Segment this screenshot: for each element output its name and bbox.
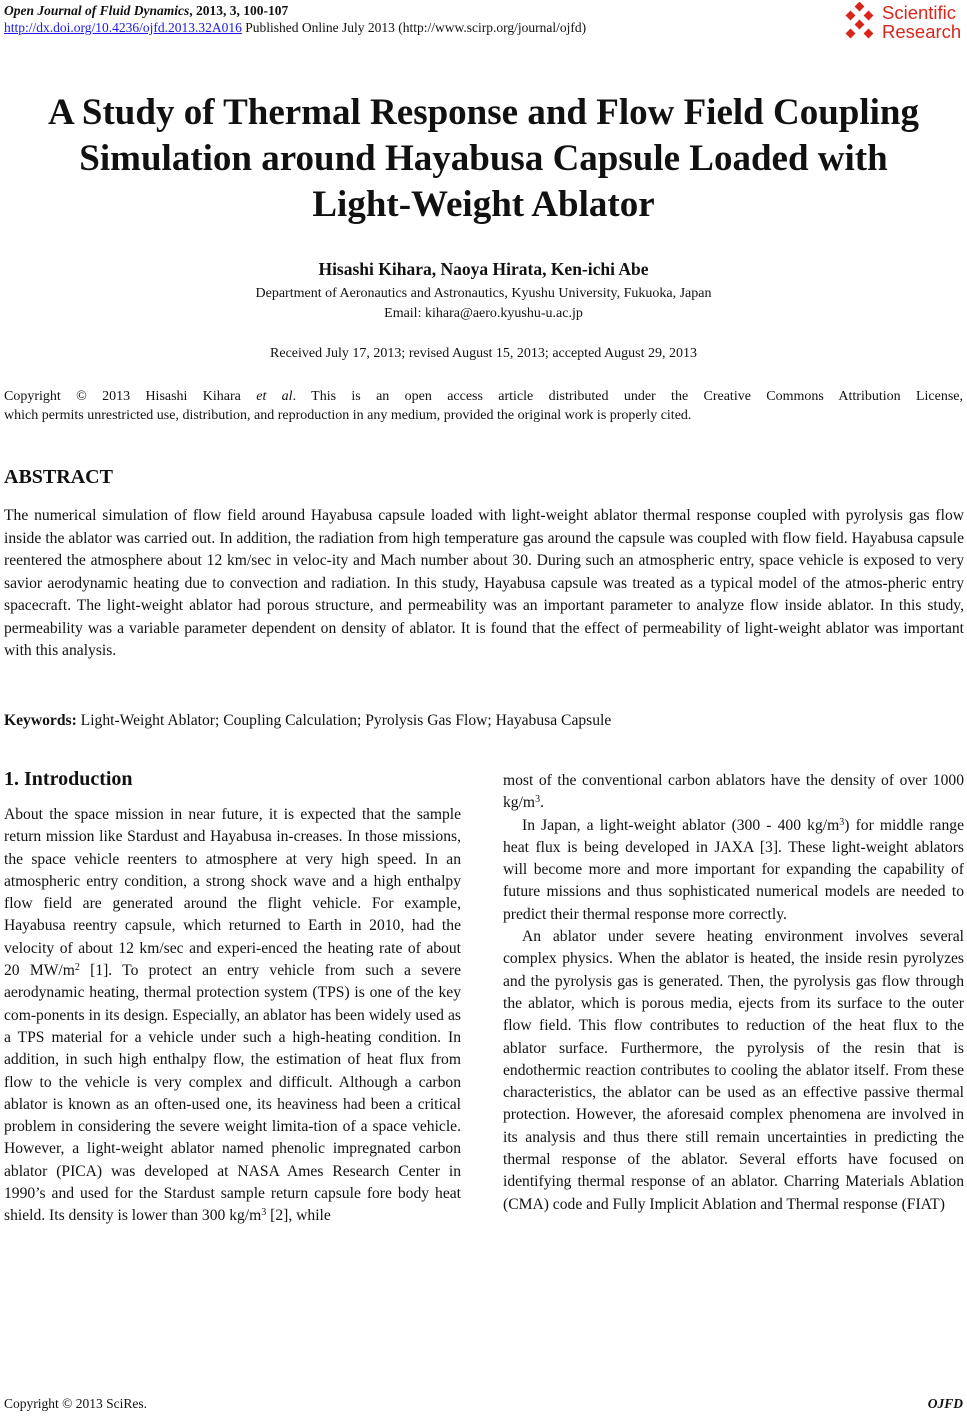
doi-line (4, 19, 586, 36)
published-note: Published Online July 2013 (http://www.scirp.org/journal/ojfd) (241, 20, 587, 35)
body-column-left (4, 804, 461, 1228)
abstract-text: The numerical simulation of flow field around Hayabusa capsule loaded with light-weight ablator thermal response coupled with pyrolysis gas flow inside the ablator was carried out. In addition, the radiation from high temperature gas around the capsule was coupled with flow field. Hayabusa capsule reentered the atmosphere about 12 km/sec in veloc-ity and Mach number about 30. During such an atmospheric entry, space vehicle is exposed to very savior aerodynamic heating due to convection and radiation. In this study, Hayabusa capsule was treated as a typical model of the atmos-pheric entry spacecraft. The light-weight ablator had porous structure, and permeability was an important parameter to analyze flow inside ablator. In this study, permeability was a variable parameter dependent on density of ablator. It is found that the effect of permeability of light-weight ablator was important with this analysis. (4, 507, 964, 659)
paragraph-text: . (540, 794, 544, 812)
article-title (0, 90, 967, 228)
copyright-line-1 (4, 387, 963, 406)
copyright-text-b: . This is an open access article distributed under the Creative Commons Attribution License, (292, 389, 963, 404)
paragraph-text: About the space mission in near future, it is expected that the sample return mission like Stardust and Hayabusa in-creases. In those missions, the space vehicle reenters to atmosphere at very high speed. In an atmospheric entry condition, a strong shock wave and a high enthalpy flow field are generated around the flight vehicle. For example, Hayabusa reentry capsule, which returned to Earth in 2010, had the velocity of about 12 km/sec and experi-enced the heating rate of about 20 MW/m (4, 806, 461, 980)
keywords-list: Light-Weight Ablator; Coupling Calculation; Pyrolysis Gas Flow; Hayabusa Capsule (76, 712, 612, 729)
paragraph-text: [1]. To protect an entry vehicle from such a severe aerodynamic heating, thermal protection system (TPS) is one of the key com-ponents in its design. Especially, an ablator has been widely used as a TPS material for a vehicle under such a high-heating condition. In addition, in such high enthalpy flow, the estimation of heat flux from flow to the vehicle is very complex and difficult. Although a carbon ablator is known as an often-used one, its heaviness had been a critical problem in considering the severe weight limita-tion of a space vehicle. However, a light-weight ablator named phenolic impregnated carbon ablator (PICA) was developed at NASA Ames Research Center in 1990’s and used for the Stardust sample return capsule fore body heat shield. Its density is lower than 300 kg/m (4, 962, 462, 1225)
journal-name: Open Journal of Fluid Dynamics (4, 3, 190, 18)
superscript: 3 (535, 794, 541, 806)
logo-line-1: Scientific (882, 2, 957, 23)
abstract-heading: ABSTRACT (4, 466, 113, 488)
superscript: 2 (74, 962, 80, 974)
logo-mark-icon (840, 2, 880, 42)
logo-wordmark (882, 3, 961, 41)
superscript: 3 (839, 816, 845, 828)
copyright-notice (4, 387, 963, 425)
footer-journal-abbrev: OJFD (927, 1396, 963, 1411)
page-footer (4, 1395, 963, 1413)
author-email: Email: kihara@aero.kyushu-u.ac.jp (384, 306, 583, 321)
paragraph-text: [2], while (266, 1207, 331, 1225)
received-dates: Received July 17, 2013; revised August 15, 2013; accepted August 29, 2013 (270, 346, 697, 361)
footer-copyright: Copyright © 2013 SciRes. (4, 1396, 148, 1411)
journal-header (4, 2, 586, 36)
paragraph (503, 815, 964, 926)
copyright-line-2: which permits unrestricted use, distribution, and reproduction in any medium, provided the original work is properly cited. (4, 408, 692, 423)
volume-info: , 2013, 3, 100-107 (189, 3, 289, 18)
affiliation: Department of Aeronautics and Astronautics, Kyushu University, Fukuoka, Japan (255, 286, 712, 301)
body-column-right (503, 770, 964, 1216)
authors: Hisashi Kihara, Naoya Hirata, Ken-ichi Abe (318, 259, 649, 279)
paragraph: An ablator under severe heating environment involves several complex physics. When the ablator is heated, the inside resin pyrolyzes and the pyrolysis gas is generated. Then, the pyrolysis gas flow through the ablator, which is porous media, ejects from its surface to the outer flow field. This flow contributes to reduction of the heat flux to the ablator surface. Furthermore, the pyrolysis of the resin that is endothermic reaction contributes to cooling the ablator itself. From these characteristics, the ablator can be used as an effective passive thermal protection. However, the aforesaid complex phenomena are involved in its analysis and thus there still remain uncertainties in predicting the thermal response of the ablator. Several efforts have focused on identifying thermal response of an ablator. Charring Materials Ablation (CMA) code and Fully Implicit Ablation and Thermal response (FIAT) (503, 928, 964, 1213)
copyright-text-a: Copyright © 2013 Hisashi Kihara (4, 389, 257, 404)
logo-line-2: Research (882, 21, 962, 42)
keywords (4, 710, 964, 732)
title-line: Simulation around Hayabusa Capsule Loaded with (79, 138, 888, 179)
paragraph (4, 804, 461, 1228)
journal-citation (4, 2, 586, 19)
doi-link[interactable]: http://dx.doi.org/10.4236/ojfd.2013.32A016 (4, 20, 242, 35)
section-heading-introduction: 1. Introduction (4, 768, 133, 790)
paragraph-text: ) for middle range heat flux is being developed in JAXA [3]. These light-weight ablators will become more and more important for expanding the capability of future missions and thus sophisticated numerical models are needed to predict their thermal response more correctly. (503, 816, 964, 923)
copyright-etal: et al (256, 389, 293, 404)
paragraph-text: most of the conventional carbon ablators have the density of over 1000 kg/m (503, 772, 964, 812)
keywords-label: Keywords: (4, 712, 77, 729)
paragraph-text: In Japan, a light-weight ablator (300 - 400 kg/m (522, 816, 840, 834)
paragraph (503, 770, 964, 815)
scientific-research-logo (840, 2, 965, 42)
superscript: 3 (261, 1207, 267, 1219)
title-line: A Study of Thermal Response and Flow Field Coupling (47, 92, 920, 133)
title-line: Light-Weight Ablator (312, 184, 655, 225)
